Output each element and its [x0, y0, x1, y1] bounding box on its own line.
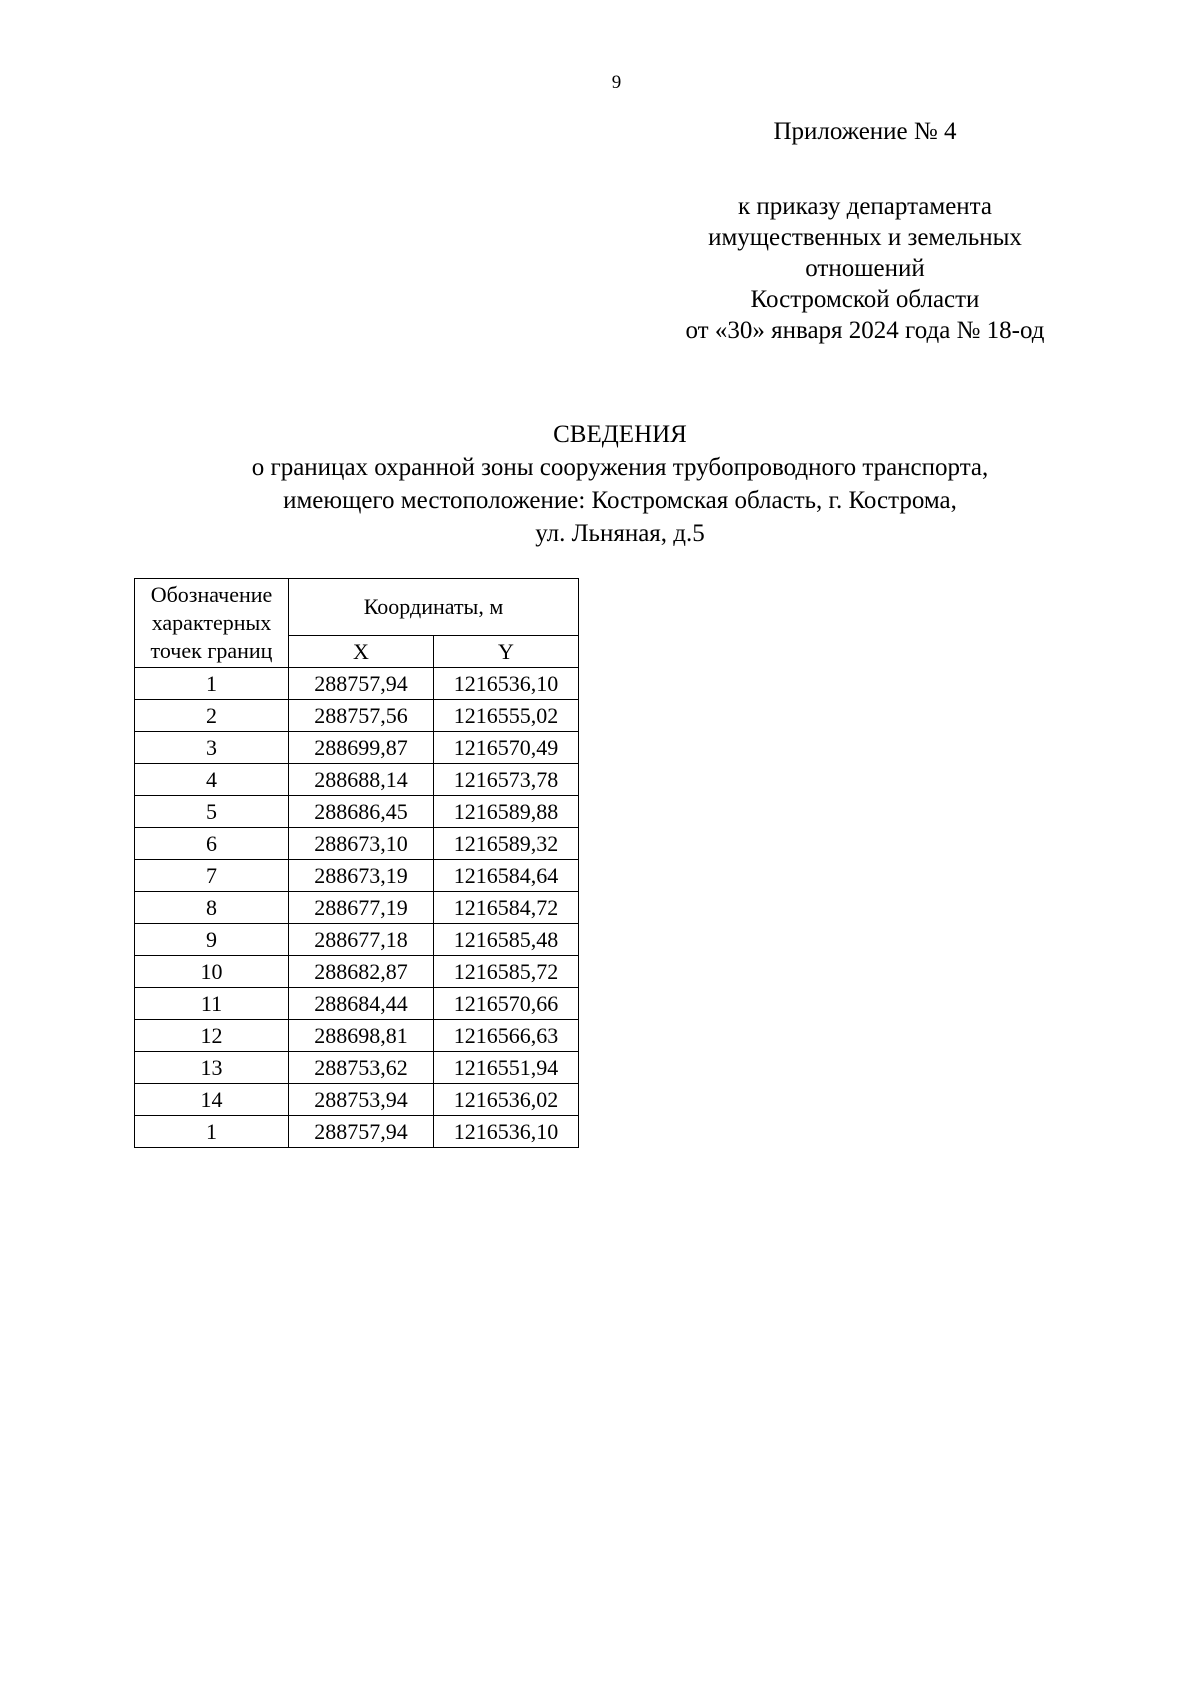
- cell-y: 1216584,64: [434, 860, 579, 892]
- cell-y: 1216536,02: [434, 1084, 579, 1116]
- cell-point: 6: [135, 828, 289, 860]
- cell-y: 1216585,72: [434, 956, 579, 988]
- table-row: [135, 732, 579, 764]
- table-row: [135, 892, 579, 924]
- table-row: [135, 1052, 579, 1084]
- cell-y: 1216589,32: [434, 828, 579, 860]
- cell-y: 1216551,94: [434, 1052, 579, 1084]
- cell-y: 1216570,66: [434, 988, 579, 1020]
- table-row: [135, 668, 579, 700]
- cell-y: 1216585,48: [434, 924, 579, 956]
- order-line: отношений: [805, 255, 925, 282]
- cell-x: 288684,44: [289, 988, 434, 1020]
- cell-x: 288677,19: [289, 892, 434, 924]
- appendix-title: Приложение № 4: [773, 118, 957, 145]
- cell-x: 288688,14: [289, 764, 434, 796]
- cell-x: 288757,94: [289, 1116, 434, 1148]
- table-row: [135, 988, 579, 1020]
- table-row: [135, 956, 579, 988]
- table-body: [135, 668, 579, 1148]
- header-y: Y: [434, 636, 579, 668]
- table-row: [135, 796, 579, 828]
- cell-x: 288753,94: [289, 1084, 434, 1116]
- order-reference: [640, 191, 1090, 346]
- header-x: X: [289, 636, 434, 668]
- cell-y: 1216536,10: [434, 1116, 579, 1148]
- cell-point: 11: [135, 988, 289, 1020]
- cell-point: 1: [135, 668, 289, 700]
- cell-y: 1216573,78: [434, 764, 579, 796]
- cell-x: 288753,62: [289, 1052, 434, 1084]
- cell-point: 8: [135, 892, 289, 924]
- table-header-row: [135, 579, 579, 636]
- cell-y: 1216584,72: [434, 892, 579, 924]
- table-row: [135, 1116, 579, 1148]
- table-row: [135, 828, 579, 860]
- cell-point: 12: [135, 1020, 289, 1052]
- cell-x: 288699,87: [289, 732, 434, 764]
- table-row: [135, 924, 579, 956]
- heading-line: имеющего местоположение: Костромская область, г. Кострома,: [283, 487, 957, 514]
- cell-point: 1: [135, 1116, 289, 1148]
- page-number: 9: [611, 72, 622, 93]
- cell-x: 288682,87: [289, 956, 434, 988]
- cell-x: 288757,56: [289, 700, 434, 732]
- cell-x: 288698,81: [289, 1020, 434, 1052]
- cell-point: 14: [135, 1084, 289, 1116]
- cell-x: 288686,45: [289, 796, 434, 828]
- coordinates-table: [134, 578, 579, 1148]
- cell-y: 1216536,10: [434, 668, 579, 700]
- table-row: [135, 764, 579, 796]
- table-row: [135, 860, 579, 892]
- document-heading: [140, 418, 1100, 550]
- order-line: имущественных и земельных: [708, 224, 1022, 251]
- header-coordinates: Координаты, м: [289, 579, 579, 636]
- cell-y: 1216589,88: [434, 796, 579, 828]
- heading-title: СВЕДЕНИЯ: [553, 421, 687, 448]
- header-point-line: Обозначение: [150, 582, 273, 607]
- table-row: [135, 1084, 579, 1116]
- header-point-line: характерных: [151, 610, 272, 635]
- cell-point: 4: [135, 764, 289, 796]
- cell-x: 288673,10: [289, 828, 434, 860]
- cell-x: 288677,18: [289, 924, 434, 956]
- cell-point: 5: [135, 796, 289, 828]
- cell-point: 13: [135, 1052, 289, 1084]
- cell-point: 3: [135, 732, 289, 764]
- order-line: от «30» января 2024 года № 18-од: [685, 317, 1045, 344]
- cell-x: 288757,94: [289, 668, 434, 700]
- cell-y: 1216555,02: [434, 700, 579, 732]
- cell-y: 1216570,49: [434, 732, 579, 764]
- order-line: к приказу департамента: [737, 193, 993, 220]
- header-point-designation: [135, 579, 289, 668]
- heading-line: о границах охранной зоны сооружения трубопроводного транспорта,: [251, 454, 989, 481]
- cell-y: 1216566,63: [434, 1020, 579, 1052]
- table-row: [135, 1020, 579, 1052]
- cell-point: 2: [135, 700, 289, 732]
- heading-line: ул. Льняная, д.5: [535, 520, 705, 547]
- table-row: [135, 700, 579, 732]
- cell-point: 10: [135, 956, 289, 988]
- order-line: Костромской области: [750, 286, 980, 313]
- cell-point: 7: [135, 860, 289, 892]
- header-point-line: точек границ: [150, 638, 273, 663]
- cell-x: 288673,19: [289, 860, 434, 892]
- cell-point: 9: [135, 924, 289, 956]
